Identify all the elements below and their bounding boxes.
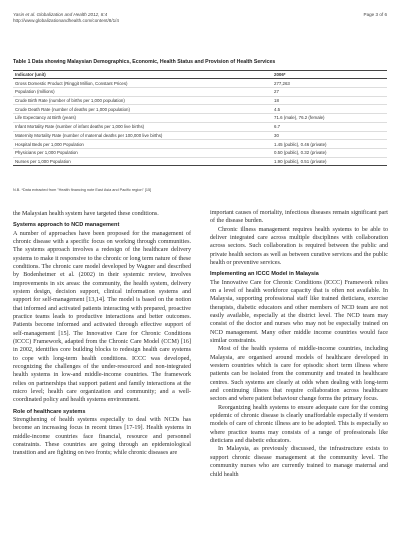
table-row — [13, 140, 387, 149]
body-paragraph: Chronic illness management requires health systems to be able to deliver integrated care across multiple disciplines with collaboration across sectors. Such collaboration is required between the public and private health sectors as well as between curative services and the public health or preventive services. — [210, 226, 388, 267]
demographics-table — [13, 70, 387, 166]
page-number: Page 3 of 6 — [363, 12, 387, 17]
table-cell: 1.90 (public), 0.51 (private) — [272, 157, 387, 166]
table-row — [13, 148, 387, 157]
body-paragraph: In Malaysia, as previously discussed, the infrastructure exists to support chronic disease management at the community level. The community nurses who are currently trained to manage maternal and child health — [210, 446, 388, 478]
table-cell: Crude Birth Rate (number of births per 1,000 population) — [13, 96, 272, 105]
section-heading: Implementing an ICCC Model in Malaysia — [210, 271, 319, 278]
table-row — [13, 88, 387, 97]
body-paragraph: the Malaysian health system have targeted these conditions. — [13, 211, 159, 217]
table-cell: 71.6 (male), 76.2 (female) — [272, 114, 387, 123]
section-heading: Role of healthcare systems — [13, 408, 86, 415]
table-cell: 277,263 — [272, 79, 387, 88]
table-cell: Life Expectancy at Birth (years) — [13, 114, 272, 123]
table-cell: 0.50 (public), 0.32 (private) — [272, 148, 387, 157]
table-row — [13, 131, 387, 140]
table-cell: 27 — [272, 88, 387, 97]
table-cell: Gross Domestic Product (Ringgit Million, Constant Prices) — [13, 79, 272, 88]
table-cell: Population (millions) — [13, 88, 272, 97]
table-row — [13, 79, 387, 88]
table-cell: 18 — [272, 96, 387, 105]
table-cell: Crude Death Rate (number of deaths per 1,000 population) — [13, 105, 272, 114]
body-paragraph: important causes of mortality, infectious diseases remain significant part of the disease burden. — [210, 210, 388, 225]
left-column — [13, 210, 191, 458]
right-column — [210, 209, 388, 479]
table-footnote: N.B. *Data extracted from "Health financing note East Asia and Pacific region" [15] — [13, 188, 152, 192]
body-paragraph: Reorganizing health systems to ensure adequate care for the coming epidemic of chronic disease is clearly unaffordable especially if western models of care of chronic illness are to be adopted. This is especially so where practice teams may consists of a range of professionals like dieticians and diabetic educators. — [210, 404, 388, 445]
table-cell: 4.5 — [272, 105, 387, 114]
table-cell: Hospital Beds per 1,000 Population — [13, 140, 272, 149]
table-caption: Table 1 Data showing Malaysian Demographics, Economic, Health Status and Provision of Health Services — [13, 59, 276, 65]
table-row — [13, 105, 387, 114]
table-cell: Nurses per 1,000 Population — [13, 157, 272, 166]
body-paragraph: The Innovative Care for Chronic Conditions (ICCC) Framework relies on a level of health workforce capacity that is often not available. In Malaysia, supporting professional staff like trained dieticians, exercise therapists, diabetic educators and other members of NCD team are not easily available, especially at the district level. The NCD team may consist of the doctor and nurses who may not be especially trained on NCD management. Many other middle income countries would face similar constraints. — [210, 279, 388, 345]
table-header-year: 2006* — [272, 71, 387, 79]
table-header-indicator: Indicator (unit) — [13, 71, 272, 79]
running-header — [13, 12, 119, 24]
body-paragraph: Most of the health systems of middle-income countries, including Malaysia, are organised around models of healthcare developed in western countries which is care for episodic short term illness where patients can be isolated from the community and treated in healthcare centres. Such systems are clearly at odds when dealing with long-term and continuing illness that require collaboration across healthcare sectors and where patient behaviour change forms the primary focus. — [210, 346, 388, 403]
body-paragraph: A number of approaches have been proposed for the management of chronic disease with a specific focus on working through communities. The systems approach involves a redesign of the healthcare delivery systems to make it responsive to the chronic or long term nature of these conditions. The chronic care model developed by Wagner and described by Bodenheimer et al. (2002) in their systemic review, involves improvements in six areas: the community, the health system, delivery system design, decision support, clinical information systems and support for self-management [13,14]. The model is based on the notion that informed and activated patients interacting with prepared, proactive practice teams leads to productive interactions and better outcomes. Patients become informed and activated through effective support of self-management [15]. The Innovative Care for Chronic Conditions (ICCC) Framework, adapted from the Chronic Care Model (CCM) [16] in 2002, identifies core building blocks to redesign health care systems to cope with long-term health conditions. ICCC was developed, recognizing the challenges of the under-resourced and non-integrated health systems in low-and middle-income countries. The framework relies on partnerships that support patient and family interactions at the micro level; health care organization and community; and a well-coordinated policy and health systems environment. — [13, 230, 191, 404]
table-cell: Infant Mortality Rate (number of infant deaths per 1,000 live births) — [13, 122, 272, 131]
table-row — [13, 122, 387, 131]
table-cell: 30 — [272, 131, 387, 140]
section-heading: Systems approach to NCD management — [13, 222, 120, 229]
table-cell: Physicians per 1,000 Population — [13, 148, 272, 157]
table-cell: 6.7 — [272, 122, 387, 131]
body-paragraph: Strengthening of health systems especially to deal with NCDs has become an increasing focus in recent times [17-19]. Health systems in middle-income countries face financial, resource and personnel constraints. These countries are going through an epidemiological transition and are fighting on two fronts; while chronic diseases are — [13, 416, 191, 457]
table-header-row — [13, 71, 387, 79]
journal-citation: Yasin et al. Globalization and Health 2012, 8:4 — [13, 12, 108, 17]
journal-url[interactable]: http://www.globalizationandhealth.com/content/8/1/4 — [13, 18, 119, 24]
table-row — [13, 114, 387, 123]
table-row — [13, 157, 387, 166]
table-cell: Maternity Mortality Rate (number of maternal deaths per 100,000 live births) — [13, 131, 272, 140]
table-cell: 1.45 (public), 0.46 (private) — [272, 140, 387, 149]
table-row — [13, 96, 387, 105]
